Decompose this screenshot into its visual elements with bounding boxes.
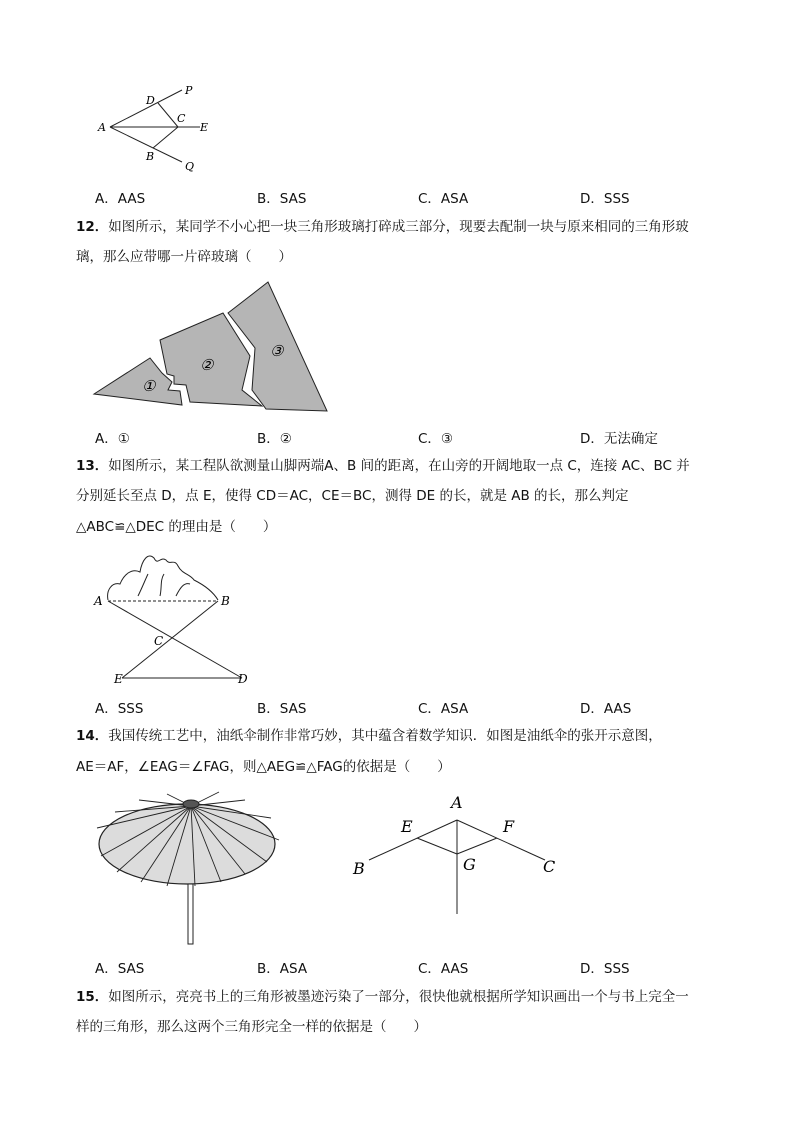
q13-number: 13． [76,458,109,474]
q13-option-c[interactable]: C．ASA [418,701,469,717]
q11-option-c[interactable]: C．ASA [418,191,469,207]
label-A: A [98,121,106,134]
piece-2-label: ② [200,356,214,374]
label-P: P [185,84,193,97]
q15-text-line2: 样的三角形，那么这两个三角形完全一样的依据是（ ） [76,1019,427,1035]
figure-umbrella-diagram [345,790,565,920]
label-B: B [221,594,230,608]
q13-text-line3: △ABC≌△DEC 的理由是（ ） [76,519,277,535]
q12-option-b[interactable]: B．② [257,431,292,447]
q14-option-a[interactable]: A．SAS [95,961,145,977]
q13-option-d[interactable]: D．AAS [580,701,632,717]
q13-option-b[interactable]: B．SAS [257,701,307,717]
q12-option-c[interactable]: C．③ [418,431,454,447]
label-A: A [94,594,103,608]
figure-oil-paper-umbrella [95,786,285,948]
label-C: C [543,857,556,876]
label-E: E [114,672,123,686]
q11-option-a[interactable]: A．AAS [95,191,146,207]
q12-text-line2: 璃，那么应带哪一片碎玻璃（ ） [76,249,292,265]
figure-broken-glass [90,278,335,416]
q14-number: 14． [76,728,109,744]
label-Q: Q [185,160,195,173]
label-C: C [177,112,186,125]
piece-1-label: ① [142,377,156,395]
label-C: C [154,634,164,648]
label-F: F [503,817,515,836]
label-B: B [353,859,365,878]
q13-text-line2: 分别延长至点 D，点 E，使得 CD＝AC，CE＝BC，测得 DE 的长，就是 AB 的长，那么判定 [76,488,629,504]
q14-option-d[interactable]: D．SSS [580,961,630,977]
q14-option-b[interactable]: B．ASA [257,961,308,977]
q12-number: 12． [76,219,109,235]
q14-text-line2: AE＝AF，∠EAG＝∠FAG，则△AEG≌△FAG的依据是（ ） [76,759,451,775]
q12-option-d[interactable]: D．无法确定 [580,431,658,447]
label-D: D [146,94,155,107]
q15-text-line1: 15．如图所示，亮亮书上的三角形被墨迹污染了一部分，很快他就根据所学知识画出一个与书上完全一 [76,989,689,1005]
q15-number: 15． [76,989,109,1005]
label-D: D [238,672,248,686]
label-E: E [200,121,209,134]
q14-text-line1: 14．我国传统工艺中，油纸伞制作非常巧妙，其中蕴含着数学知识．如图是油纸伞的张开示意图， [76,728,662,744]
q11-option-b[interactable]: B．SAS [257,191,307,207]
label-G: G [463,855,476,874]
piece-3-label: ③ [270,342,284,360]
label-B: B [146,150,155,163]
label-E: E [401,817,413,836]
figure-angle-bisector [90,82,220,177]
q14-option-c[interactable]: C．AAS [418,961,469,977]
figure-mountain [90,548,255,688]
q11-option-d[interactable]: D．SSS [580,191,630,207]
q13-option-a[interactable]: A．SSS [95,701,144,717]
q12-text-line1: 12．如图所示，某同学不小心把一块三角形玻璃打碎成三部分，现要去配制一块与原来相同的三角形玻 [76,219,689,235]
q13-text-line1: 13．如图所示，某工程队欲测量山脚两端A、B 间的距离，在山旁的开阔地取一点 C，连接 AC、BC 并 [76,458,690,474]
q12-option-a[interactable]: A．① [95,431,130,447]
label-A: A [451,793,463,812]
